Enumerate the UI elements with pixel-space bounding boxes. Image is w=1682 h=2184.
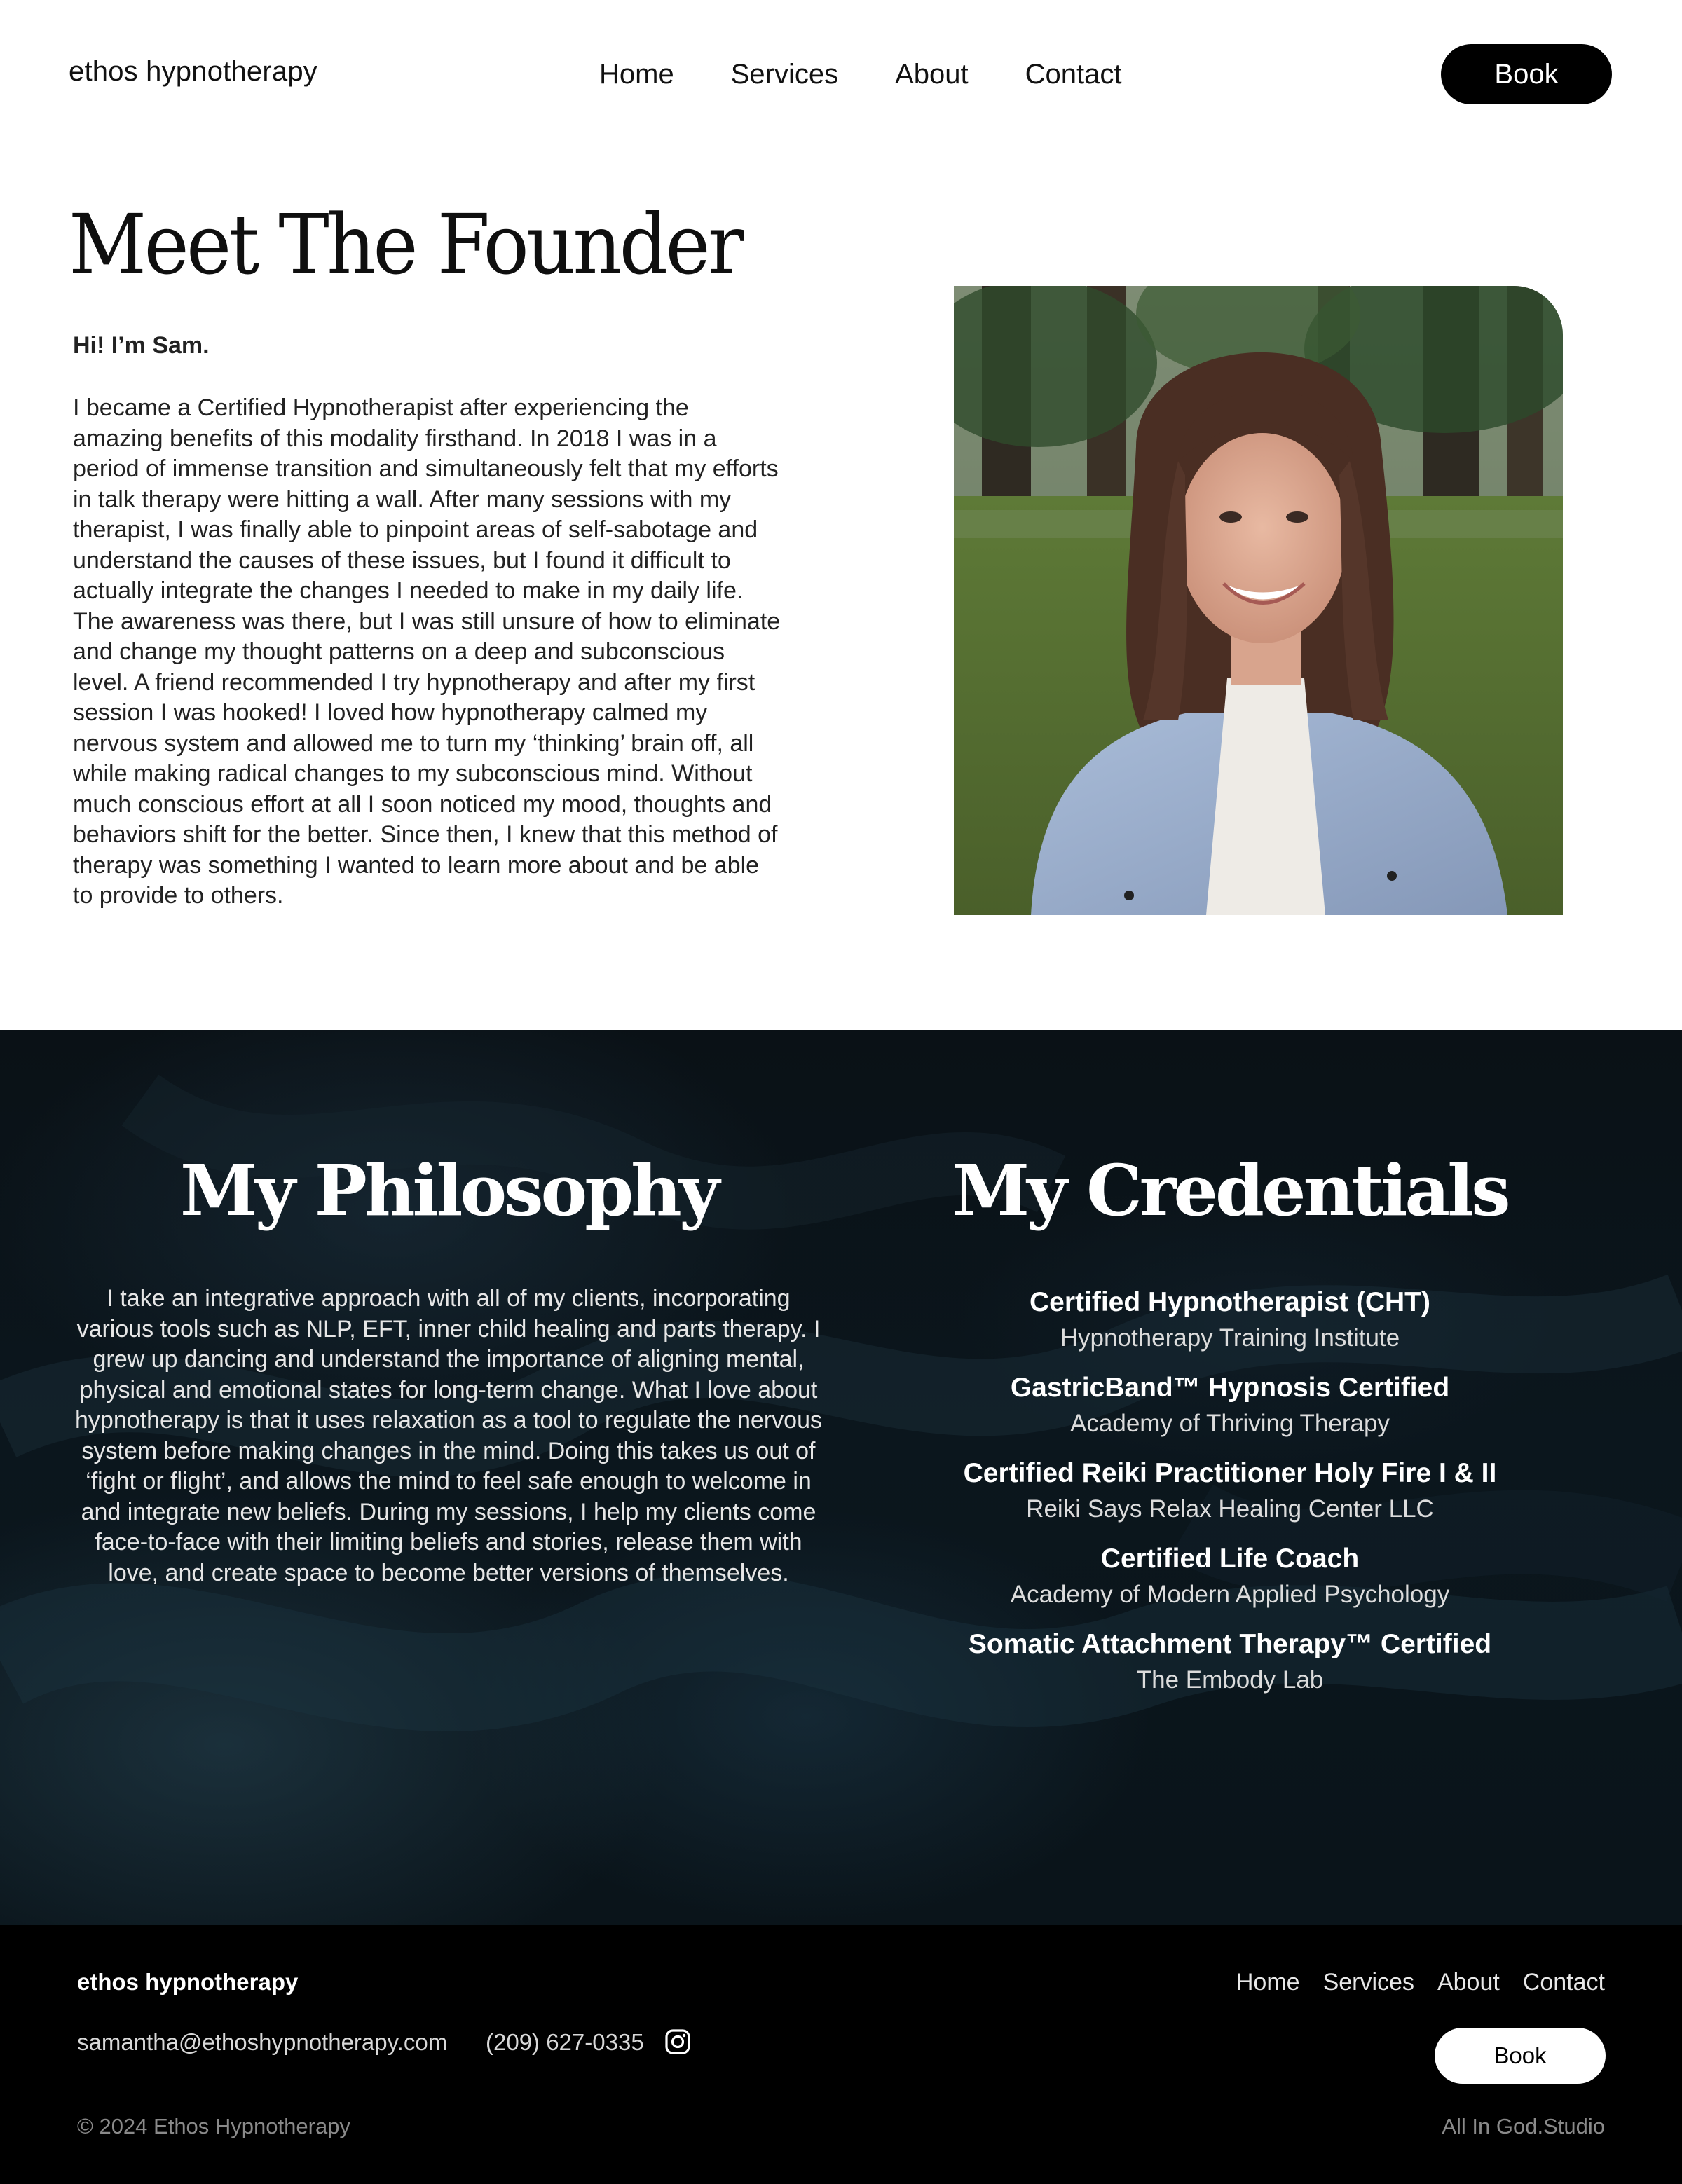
footer-book-button[interactable]: Book	[1435, 2028, 1606, 2084]
instagram-icon[interactable]	[665, 2029, 690, 2054]
credential-name: GastricBand™ Hypnosis Certified	[1010, 1373, 1450, 1403]
credential-name: Somatic Attachment Therapy™ Certified	[968, 1629, 1492, 1659]
footer-credit-link[interactable]: All In God.Studio	[1442, 2114, 1605, 2138]
credential-item	[876, 1284, 1584, 1356]
credential-org: Hypnotherapy Training Institute	[1060, 1324, 1400, 1352]
nav-services-link[interactable]: Services	[730, 59, 839, 90]
credential-org: Reiki Says Relax Healing Center LLC	[1026, 1495, 1434, 1523]
book-button[interactable]: Book	[1441, 44, 1612, 104]
footer-nav-about-link[interactable]: About	[1437, 1969, 1500, 1996]
credential-org: Academy of Modern Applied Psychology	[1010, 1581, 1450, 1608]
credentials-title: My Credentials	[952, 1149, 1508, 1232]
site-logo[interactable]: ethos hypnotherapy	[69, 56, 317, 87]
founder-title: Meet The Founder	[69, 196, 742, 293]
site-header	[0, 0, 1682, 147]
footer-nav-services-link[interactable]: Services	[1322, 1969, 1414, 1996]
footer-nav	[1213, 1969, 1605, 1996]
credentials-list	[876, 1284, 1584, 1712]
credential-item	[876, 1455, 1584, 1527]
founder-greeting: Hi! I’m Sam.	[73, 332, 210, 359]
footer-logo[interactable]: ethos hypnotherapy	[77, 1969, 299, 1995]
credential-org: Academy of Thriving Therapy	[1070, 1410, 1390, 1437]
founder-bio: I became a Certified Hypnotherapist after experiencing the amazing benefits of this modality firsthand. In 2018 I was in a period of immense transition and simultaneously felt that my efforts in talk therapy were hitting a wall. After many sessions with my therapist, I was finally able to pinpoint areas of self-sabotage and understand the causes of these issues, but I found it difficult to actually integrate the changes I needed to make in my daily life. The awareness was there, but I was still unsure of how to eliminate and change my thought patterns on a deep and subconscious level. A friend recommended I try hypnotherapy and after my first session I was hooked! I loved how hypnotherapy calmed my nervous system and allowed me to turn my ‘thinking’ brain off, all while making radical changes to my subconscious mind. Without much conscious effort at all I soon noticed my mood, thoughts and behaviors shift for the better. Since then, I knew that this method of therapy was something I wanted to learn more about and be able to provide to others.	[73, 394, 781, 909]
nav-home-link[interactable]: Home	[599, 59, 674, 90]
main-nav	[599, 59, 1121, 90]
site-footer	[0, 1925, 1682, 2184]
footer-nav-home-link[interactable]: Home	[1236, 1969, 1300, 1996]
philosophy-title: My Philosophy	[180, 1149, 717, 1232]
footer-phone-link[interactable]: (209) 627-0335	[486, 2029, 644, 2055]
footer-nav-contact-link[interactable]: Contact	[1522, 1969, 1605, 1996]
credential-item	[876, 1541, 1584, 1612]
credential-org: The Embody Lab	[1136, 1666, 1324, 1694]
philosophy-text: I take an integrative approach with all of my clients, incorporating various tools such as NLP, EFT, inner child healing and parts therapy. I grew up dancing and understand the importance of aligning mental, physical and emotional states for long-term change. What I love about hypnotherapy is that it uses relaxation as a tool to regulate the nervous system before making changes in the mind. Doing this takes us out of ‘fight or flight’, and allows the mind to feel safe enough to welcome in and integrate new beliefs. During my sessions, I help my clients come face-to-face with their limiting beliefs and stories, release them with love, and create space to become better versions of themselves.	[75, 1285, 822, 1586]
nav-contact-link[interactable]: Contact	[1025, 59, 1122, 90]
credential-item	[876, 1370, 1584, 1441]
nav-about-link[interactable]: About	[895, 59, 969, 90]
footer-copyright: © 2024 Ethos Hypnotherapy	[77, 2114, 350, 2138]
philosophy-credentials-section	[0, 1030, 1682, 1925]
credential-item	[876, 1626, 1584, 1698]
credential-name: Certified Reiki Practitioner Holy Fire I & II	[963, 1458, 1497, 1488]
footer-email-link[interactable]: samantha@ethoshypnotherapy.com	[77, 2029, 448, 2055]
founder-portrait-image	[954, 286, 1563, 915]
credential-name: Certified Life Coach	[1100, 1544, 1360, 1574]
credential-name: Certified Hypnotherapist (CHT)	[1029, 1287, 1430, 1317]
founder-photo	[954, 286, 1563, 915]
